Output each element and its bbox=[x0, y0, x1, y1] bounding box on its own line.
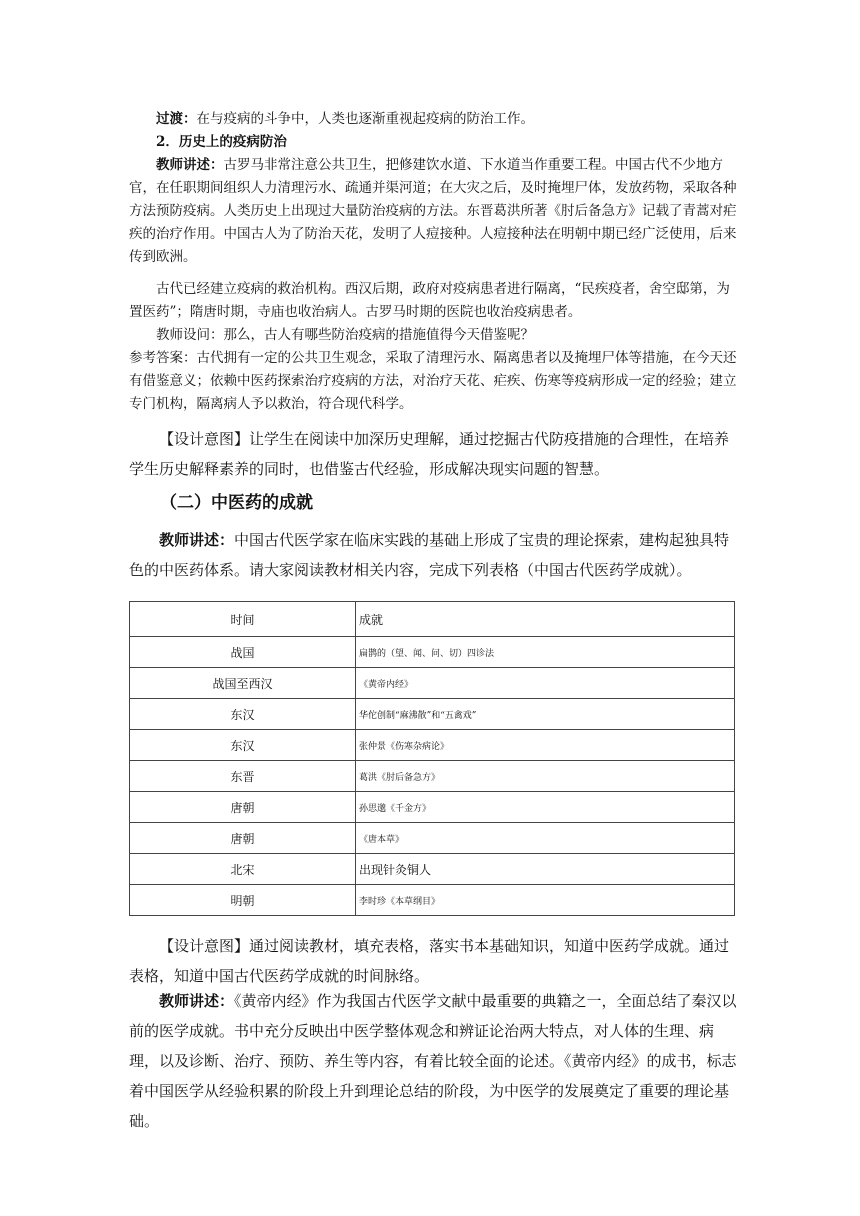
achievements-table bbox=[129, 601, 735, 916]
lecture-text-2: 中国古代医学家在临床实践的基础上形成了宝贵的理论探索，建构起独具特色的中医药体系。请大家阅读教材相关内容，完成下列表格（中国古代医药学成就）。 bbox=[129, 531, 730, 579]
table-cell-time: 唐朝 bbox=[130, 823, 356, 854]
table-cell-achievement: 华佗创制“麻沸散”和“五禽戏” bbox=[356, 699, 735, 730]
table-cell-achievement: 出现针灸铜人 bbox=[356, 854, 735, 885]
table-cell-achievement: 李时珍《本草纲目》 bbox=[356, 885, 735, 916]
lecture-text: 古罗马非常注意公共卫生，把修建饮水道、下水道当作重要工程。中国古代不少地方官，在任职期间组织人力清理污水、疏通并渠河道；在大灾之后，及时掩埋尸体，发放药物，采取各种方法预防疫病。人类历史上出现过大量防治疫病的方法。东晋葛洪所著《肘后备急方》记载了青蒿对疟疾的治疗作用。中国古人为了防治天花，发明了人痘接种。人痘接种法在明朝中期已经广泛使用，后来传到欧洲。 bbox=[129, 157, 737, 265]
table-cell-achievement: 扁鹊的（望、闻、问、切）四诊法 bbox=[356, 637, 735, 668]
lecture-paragraph-2 bbox=[129, 525, 739, 585]
table-cell-achievement: 葛洪《肘后备急方》 bbox=[356, 761, 735, 792]
table-cell-achievement: 孙思邈《千金方》 bbox=[356, 792, 735, 823]
lecture-label: 教师讲述： bbox=[156, 157, 224, 173]
design-intent-1 bbox=[129, 424, 739, 484]
table-header-row bbox=[130, 602, 735, 637]
table-cell-time: 明朝 bbox=[130, 885, 356, 916]
design-text-1: 让学生在阅读中加深历史理解，通过挖掘古代防疫措施的合理性，在培养学生历史解释素养的同时，也借鉴古代经验，形成解决现实问题的智慧。 bbox=[129, 430, 730, 478]
design-label-1: 【设计意图】 bbox=[159, 430, 250, 448]
institutions-paragraph: 古代已经建立疫病的救治机构。西汉后期，政府对疫病患者进行隔离，“民疾疫者，舍空邸第，为置医药”；隋唐时期，寺庙也收治病人。古罗马时期的医院也收治疫病患者。 bbox=[129, 281, 730, 320]
lecture-paragraph bbox=[129, 154, 739, 269]
transition-text: 在与疫病的斗争中，人类也逐渐重视起疫病的防治工作。 bbox=[196, 111, 534, 127]
design-label-2: 【设计意图】 bbox=[159, 937, 250, 955]
table-cell-time: 东汉 bbox=[130, 730, 356, 761]
table-cell-time: 唐朝 bbox=[130, 792, 356, 823]
table-row bbox=[130, 854, 735, 885]
table-row bbox=[130, 637, 735, 668]
reference-answer: 参考答案：古代拥有一定的公共卫生观念，采取了清理污水、隔离患者以及掩埋尸体等措施，在今天还有借鉴意义；依赖中医药探索治疗疫病的方法，对治疗天花、疟疾、伤寒等疫病形成一定的经验；建立专门机构，隔离病人予以救治，符合现代科学。 bbox=[129, 350, 737, 412]
lecture-label-3: 教师讲述： bbox=[159, 992, 235, 1010]
table-cell-time: 战国 bbox=[130, 637, 356, 668]
design-text-2: 通过阅读教材，填充表格，落实书本基础知识，知道中医药学成就。通过表格，知道中国古代医药学成就的时间脉络。 bbox=[129, 937, 730, 985]
table-row bbox=[130, 668, 735, 699]
transition-paragraph bbox=[129, 108, 739, 131]
transition-label: 过渡： bbox=[156, 111, 197, 127]
table-row bbox=[130, 823, 735, 854]
table-row bbox=[130, 761, 735, 792]
table-cell-time: 东汉 bbox=[130, 699, 356, 730]
table-cell-time: 北宋 bbox=[130, 854, 356, 885]
lecture-label-2: 教师讲述： bbox=[159, 531, 235, 549]
table-row bbox=[130, 699, 735, 730]
table-row bbox=[130, 792, 735, 823]
design-intent-2 bbox=[129, 931, 739, 991]
table-cell-achievement: 《黄帝内经》 bbox=[356, 668, 735, 699]
section-heading: （二）中医药的成就 bbox=[160, 493, 313, 513]
table-cell-achievement: 张仲景《伤寒杂病论》 bbox=[356, 730, 735, 761]
header-achievement: 成就 bbox=[356, 602, 735, 637]
table-row bbox=[130, 885, 735, 916]
table-cell-time: 东晋 bbox=[130, 761, 356, 792]
subheading: 2．历史上的疫病防治 bbox=[156, 134, 287, 150]
lecture-paragraph-3 bbox=[129, 986, 739, 1136]
header-time: 时间 bbox=[130, 602, 356, 637]
table-cell-achievement: 《唐本草》 bbox=[356, 823, 735, 854]
lecture-text-3: 《黄帝内经》作为我国古代医学文献中最重要的典籍之一，全面总结了秦汉以前的医学成就。书中充分反映出中医学整体观念和辨证论治两大特点，对人体的生理、病理，以及诊断、治疗、预防、养生等内容，有着比较全面的论述。《黄帝内经》的成书，标志着中国医学从经验积累的阶段上升到理论总结的阶段，为中医学的发展奠定了重要的理论基础。 bbox=[129, 992, 737, 1130]
table-row bbox=[130, 730, 735, 761]
teacher-question: 教师设问：那么，古人有哪些防治疫病的措施值得今天借鉴呢？ bbox=[156, 327, 534, 343]
table-cell-time: 战国至西汉 bbox=[130, 668, 356, 699]
